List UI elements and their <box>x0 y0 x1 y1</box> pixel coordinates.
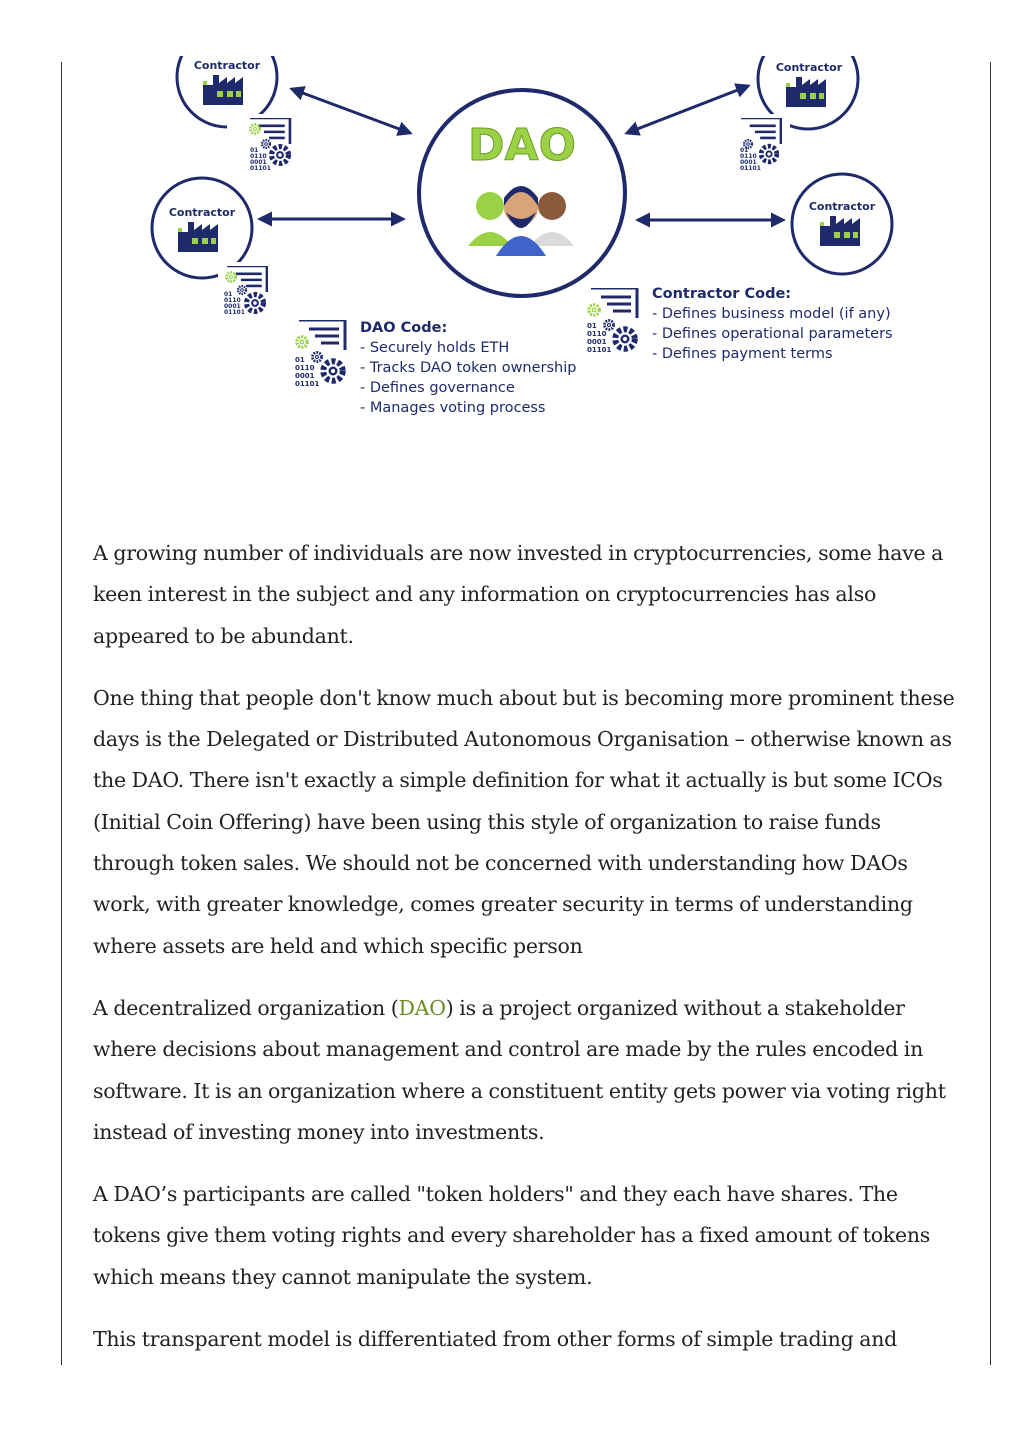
contractor-node-top-right <box>732 56 858 174</box>
dao-code-item: - Manages voting process <box>360 400 546 416</box>
dao-center-label: DAO <box>468 120 576 171</box>
binary-code-line: 01 <box>224 291 233 298</box>
binary-code-line: 0110 <box>250 153 267 160</box>
contractor-code-item: - Defines operational parameters <box>652 326 893 342</box>
contractor-node-top-left <box>177 56 295 172</box>
contractor-label: Contractor <box>808 200 876 213</box>
gear-icon <box>247 295 264 312</box>
dao-code-title: DAO Code: <box>360 320 448 336</box>
dao-code-item: - Defines governance <box>360 380 515 396</box>
binary-code-line: 01 <box>295 356 305 364</box>
article-paragraph: A growing number of individuals are now invested in cryptocurrencies, some have a keen interest in the subject and any information on cryptocurrencies has also appeared to be abundant. <box>93 541 944 648</box>
dao-link[interactable]: DAO <box>398 995 446 1020</box>
gear-icon <box>297 337 307 347</box>
gear-icon <box>615 329 635 349</box>
binary-code-line: 0001 <box>224 303 241 310</box>
binary-code-line: 01 <box>740 147 749 154</box>
page-frame-right-border <box>990 62 991 1365</box>
dao-center-node <box>419 90 625 296</box>
binary-code-line: 0001 <box>740 159 757 166</box>
contractor-code-note <box>587 286 893 362</box>
contractor-label: Contractor <box>168 206 236 219</box>
contractor-label: Contractor <box>193 59 261 72</box>
binary-code-line: 01101 <box>250 165 271 172</box>
binary-code-line: 0001 <box>587 338 607 346</box>
article-body <box>93 533 963 1381</box>
binary-code-line: 0001 <box>250 159 267 166</box>
contractor-node-middle-left <box>152 178 278 316</box>
dao-code-item: - Securely holds ETH <box>360 340 510 356</box>
gear-icon <box>589 305 599 315</box>
binary-code-line: 0001 <box>295 372 315 380</box>
article-paragraph: This transparent model is differentiated from other forms of simple trading and <box>93 1327 898 1352</box>
binary-code-line: 01 <box>587 322 597 330</box>
gear-icon <box>323 361 343 381</box>
contractor-code-item: - Defines payment terms <box>652 346 833 362</box>
dao-code-note <box>295 320 576 416</box>
paragraph-text: ) is a project organized without a stakeholder where decisions about management and control are made by the rules encoded in software. It is an organization where a constituent entity gets power via voting right instead of investing money into investments. <box>93 995 946 1144</box>
binary-code-line: 0110 <box>587 330 607 338</box>
article-paragraph <box>93 988 963 1153</box>
gear-icon <box>238 286 246 294</box>
binary-code-line: 01101 <box>224 309 245 316</box>
page-frame-left-border <box>61 62 62 1365</box>
gear-icon <box>604 320 613 329</box>
paragraph-text: A decentralized organization ( <box>93 995 399 1020</box>
binary-code-line: 0110 <box>224 297 241 304</box>
binary-code-line: 01 <box>250 147 259 154</box>
article-paragraph: A DAO’s participants are called "token holders" and they each have shares. The tokens give them voting rights and every shareholder has a fixed amount of tokens which means they cannot manipulate the system. <box>93 1182 931 1289</box>
dao-diagram <box>140 56 930 426</box>
binary-code-line: 0110 <box>740 153 757 160</box>
contractor-code-item: - Defines business model (if any) <box>652 306 891 322</box>
article-paragraph: One thing that people don't know much about but is becoming more prominent these days is the Delegated or Distributed Autonomous Organisation – otherwise known as the DAO. There isn't exactly a simple definition for what it actually is but some ICOs (Initial Coin Offering) have been using this style of organization to raise funds through token sales. We should not be concerned with understanding how DAOs work, with greater knowledge, comes greater security in terms of understanding where assets are held and which specific person <box>93 685 955 958</box>
binary-code-line: 0110 <box>295 364 315 372</box>
contractor-label: Contractor <box>775 61 843 74</box>
binary-code-line: 01101 <box>587 346 612 354</box>
contractor-node-middle-right <box>792 174 892 274</box>
binary-code-line: 01101 <box>740 165 761 172</box>
gear-icon <box>312 352 321 361</box>
gear-icon <box>262 140 270 148</box>
contractor-code-title: Contractor Code: <box>652 286 792 302</box>
gear-icon <box>272 147 289 164</box>
binary-code-line: 01101 <box>295 380 320 388</box>
dao-code-item: - Tracks DAO token ownership <box>360 360 577 376</box>
